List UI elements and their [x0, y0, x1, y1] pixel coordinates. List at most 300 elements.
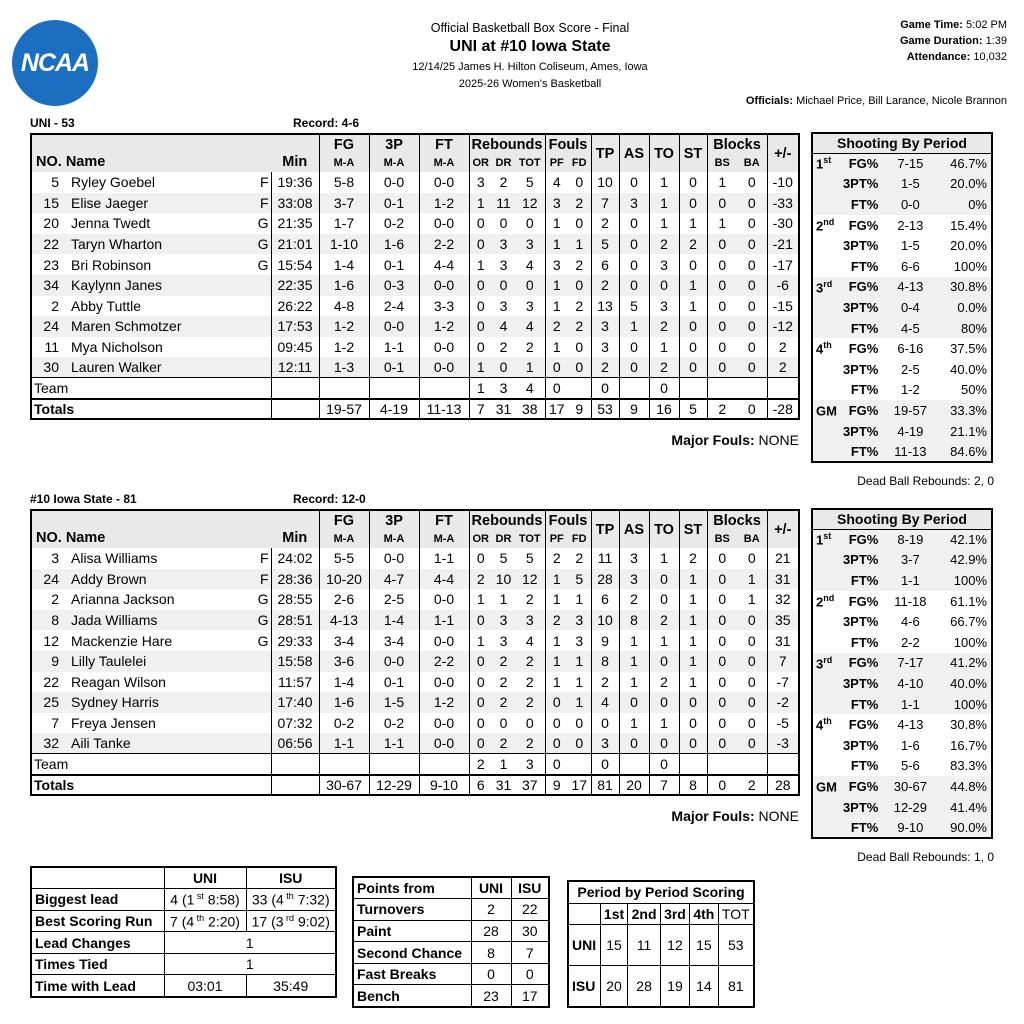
game-time — [900, 19, 1007, 31]
col-no-name — [31, 134, 256, 172]
shooting-percent: 83.3% — [950, 758, 987, 774]
player-number: 3 — [51, 550, 59, 567]
player-st: 1 — [679, 651, 707, 672]
player-ba: 0 — [737, 651, 767, 672]
shooting-row — [812, 174, 992, 195]
player-tp: 3 — [591, 337, 619, 358]
player-bs: 0 — [707, 713, 737, 734]
points-from-table — [352, 876, 550, 1008]
player-fg: 1-10 — [319, 234, 369, 255]
totals-st: 5 — [679, 399, 707, 420]
player-tp: 28 — [591, 569, 619, 590]
player-pf: 1 — [545, 630, 568, 651]
player-as: 0 — [619, 357, 649, 378]
period-scoring-col: 2nd — [628, 903, 660, 925]
player-ft: 0-0 — [419, 357, 469, 378]
player-tp3: 3-4 — [369, 630, 419, 651]
player-to: 2 — [649, 357, 679, 378]
player-pf: 2 — [545, 548, 568, 569]
totals-tot: 38 — [515, 399, 545, 420]
team-record: Record: 4-6 — [293, 116, 360, 130]
player-fd: 0 — [568, 275, 591, 296]
player-number: 25 — [31, 692, 65, 713]
shooting-percent: 61.1% — [950, 593, 987, 609]
shooting-made-attempted: 2-5 — [900, 361, 920, 377]
major-fouls-label: Major Fouls: — [671, 432, 755, 448]
player-tp: 2 — [591, 275, 619, 296]
player-pf: 0 — [545, 357, 568, 378]
player-fd: 1 — [568, 651, 591, 672]
player-number: 22 — [31, 234, 65, 255]
period-number: 1 — [816, 532, 824, 548]
col-st: ST — [679, 510, 707, 548]
player-tot: 3 — [515, 234, 545, 255]
player-tot: 0 — [515, 275, 545, 296]
period-scoring-value: 15 — [690, 925, 718, 966]
player-pf: 3 — [545, 193, 568, 214]
game-venue: 12/14/25 James H. Hilton Coliseum, Ames, Iowa — [412, 61, 648, 73]
player-to: 1 — [649, 630, 679, 651]
shooting-percent: 66.7% — [950, 614, 987, 630]
shooting-made-attempted: 6-6 — [900, 258, 920, 274]
player-as: 0 — [619, 234, 649, 255]
col-name: Name — [65, 530, 106, 546]
shooting-row — [812, 421, 992, 442]
player-tot: 5 — [525, 550, 534, 567]
period-suffix: nd — [823, 216, 835, 227]
period-label — [812, 215, 840, 236]
player-dr: 3 — [499, 297, 508, 314]
period-scoring-value: 12 — [660, 925, 689, 966]
player-st: 2 — [679, 548, 707, 569]
player-st: 0 — [679, 316, 707, 337]
player-ba: 0 — [747, 715, 756, 732]
player-pf: 1 — [545, 275, 568, 296]
col-fg: FG — [319, 510, 369, 530]
shooting-percent: 15.4% — [950, 217, 987, 233]
player-st: 0 — [679, 733, 707, 754]
player-position: G — [256, 610, 271, 631]
player-number: 24 — [31, 316, 65, 337]
player-fg: 1-2 — [319, 316, 369, 337]
ncaa-logo — [12, 20, 98, 106]
totals-st: 8 — [679, 775, 707, 796]
player-row — [31, 316, 799, 337]
player-ba: 0 — [747, 215, 756, 232]
player-tot: 4 — [515, 316, 545, 337]
period-scoring-col: 3rd — [660, 903, 689, 925]
player-ba: 0 — [747, 339, 756, 356]
player-bs: 0 — [707, 733, 737, 754]
shooting-stat: FT% — [840, 194, 884, 215]
player-fd: 1 — [575, 673, 584, 690]
player-tot: 4 — [525, 256, 534, 273]
player-or: 1 — [469, 630, 492, 651]
player-name: Jenna Twedt — [71, 215, 151, 232]
shooting-percent: 30.8% — [950, 717, 987, 733]
totals-dr: 31 — [492, 399, 515, 420]
player-fg: 2-6 — [319, 589, 369, 610]
col-3p-ma: M-A — [369, 154, 419, 172]
player-position — [256, 692, 271, 713]
team-row-dr: 1 — [492, 754, 515, 775]
period-scoring-value: 15 — [600, 925, 628, 966]
player-row — [31, 296, 799, 317]
col-or: OR — [469, 530, 492, 548]
period-scoring-value: 81 — [718, 966, 754, 1007]
player-ft: 1-2 — [419, 193, 469, 214]
player-tp: 2 — [591, 672, 619, 693]
player-to: 1 — [649, 713, 679, 734]
shooting-made-attempted: 7-17 — [884, 653, 936, 674]
player-pm: -6 — [767, 275, 799, 296]
player-minutes: 22:35 — [271, 275, 319, 296]
points-from-header-uni: UNI — [471, 877, 511, 899]
player-ft: 2-2 — [419, 651, 469, 672]
player-tp3: 1-1 — [369, 337, 419, 358]
player-tp: 11 — [591, 548, 619, 569]
period-label — [812, 653, 840, 674]
player-or: 0 — [469, 692, 492, 713]
player-position: F — [259, 174, 269, 191]
player-fg: 10-20 — [319, 569, 369, 590]
shooting-stat: 3PT% — [840, 550, 884, 571]
player-as: 0 — [619, 733, 649, 754]
col-ba: BA — [737, 154, 767, 172]
player-minutes: 15:58 — [271, 651, 319, 672]
player-tp3: 0-2 — [369, 713, 419, 734]
player-as: 1 — [619, 651, 649, 672]
player-fg: 5-5 — [319, 548, 369, 569]
shooting-stat: FG% — [840, 153, 884, 174]
totals-pm: -28 — [767, 399, 799, 420]
period-number: 3 — [816, 656, 824, 672]
lead-row-uni: 7 (4 $^{th}$ 2:20) — [164, 910, 246, 932]
player-position — [256, 713, 271, 734]
player-fd: 2 — [568, 316, 591, 337]
player-number: 34 — [31, 275, 65, 296]
totals-or: 7 — [469, 399, 492, 420]
shooting-stat: FG% — [848, 717, 879, 733]
points-from-row — [353, 985, 549, 1007]
lead-header-isu: ISU — [246, 867, 336, 889]
shooting-row — [812, 380, 992, 401]
col-min: Min — [271, 134, 319, 172]
shooting-stat: 3PT% — [840, 421, 884, 442]
player-fd: 5 — [568, 569, 591, 590]
totals-ba: 0 — [737, 399, 767, 420]
points-from-uni: 23 — [471, 985, 511, 1007]
shooting-percent: 80% — [936, 318, 992, 339]
shooting-stat: 3PT% — [840, 297, 884, 318]
player-dr: 0 — [499, 215, 508, 232]
player-minutes: 21:35 — [271, 213, 319, 234]
attendance — [907, 51, 1007, 63]
player-ba: 0 — [737, 733, 767, 754]
player-or: 0 — [469, 672, 492, 693]
player-to: 3 — [649, 296, 679, 317]
player-fg: 4-8 — [319, 296, 369, 317]
lead-row-isu: 17 (3 $^{rd}$ 9:02) — [246, 910, 336, 932]
player-or: 0 — [469, 296, 492, 317]
game-time-label: Game Time: — [900, 19, 963, 31]
shooting-made-attempted: 4-19 — [884, 421, 936, 442]
player-name: Mya Nicholson — [71, 339, 163, 356]
shooting-row — [812, 797, 992, 818]
period-label — [812, 338, 840, 359]
shooting-percent: 21.1% — [936, 421, 992, 442]
player-row — [31, 630, 799, 651]
period-number: GM — [816, 779, 837, 795]
player-ba: 0 — [737, 610, 767, 631]
shooting-made-attempted: 4-13 — [897, 717, 924, 733]
lead-row — [31, 889, 336, 911]
player-tp3: 0-0 — [369, 316, 419, 337]
period-number: 4 — [816, 717, 824, 733]
player-fg: 1-4 — [319, 672, 369, 693]
player-tp3: 4-7 — [369, 569, 419, 590]
col-bs: BS — [707, 154, 737, 172]
shooting-row — [812, 632, 992, 653]
player-minutes: 28:36 — [271, 569, 319, 590]
player-as: 0 — [619, 275, 649, 296]
period-label — [812, 529, 840, 550]
dead-ball-rebounds: Dead Ball Rebounds: 1, 0 — [857, 850, 994, 864]
period-scoring-table — [567, 880, 755, 1008]
player-bs: 0 — [707, 234, 737, 255]
player-tp3: 0-2 — [369, 213, 419, 234]
player-to: 2 — [649, 610, 679, 631]
player-bs: 0 — [707, 296, 737, 317]
col-fg-ma: M-A — [319, 530, 369, 548]
totals-pm: 28 — [767, 775, 799, 796]
period-number: 2 — [816, 594, 824, 610]
lead-rows — [31, 889, 336, 932]
player-name: Elise Jaeger — [65, 193, 256, 214]
lead-changes-row — [31, 932, 336, 954]
player-to: 2 — [649, 672, 679, 693]
totals-tp3: 4-19 — [369, 399, 419, 420]
player-row — [31, 692, 799, 713]
shooting-made-attempted: 1-1 — [884, 570, 936, 591]
player-ba: 0 — [737, 193, 767, 214]
player-number: 2 — [51, 297, 59, 314]
col-ft: FT — [419, 134, 469, 154]
player-minutes: 19:36 — [271, 172, 319, 193]
shooting-row — [812, 400, 992, 421]
player-tp: 8 — [591, 651, 619, 672]
period-scoring-value: 53 — [718, 925, 754, 966]
col-blocks: Blocks — [707, 510, 767, 530]
player-fg: 1-7 — [319, 213, 369, 234]
totals-fg: 19-57 — [319, 399, 369, 420]
player-as: 3 — [619, 548, 649, 569]
col-pf: PF — [545, 154, 568, 172]
col-blocks: Blocks — [707, 134, 767, 154]
player-fd: 0 — [568, 733, 591, 754]
lead-row — [31, 910, 336, 932]
totals-ft: 9-10 — [419, 775, 469, 796]
player-tot: 2 — [525, 591, 534, 608]
player-minutes: 28:51 — [271, 610, 319, 631]
totals-fd: 9 — [568, 399, 591, 420]
shooting-percent: 46.7% — [936, 153, 992, 174]
period-scoring-col: TOT — [718, 903, 754, 925]
player-number: 11 — [44, 339, 59, 356]
player-ba: 0 — [737, 692, 767, 713]
player-st: 1 — [679, 569, 707, 590]
player-fg: 1-4 — [319, 254, 369, 275]
player-dr: 2 — [499, 174, 508, 191]
player-fg: 4-13 — [319, 610, 369, 631]
period-scoring-team: ISU — [568, 966, 600, 1007]
col-min: Min — [271, 510, 319, 548]
player-ft: 1-1 — [419, 548, 469, 569]
totals-to: 16 — [649, 399, 679, 420]
shooting-made-attempted: 2-2 — [900, 634, 920, 650]
period-scoring-value: 14 — [690, 966, 718, 1007]
player-row — [31, 275, 799, 296]
player-ft: 1-2 — [419, 316, 469, 337]
shooting-percent: 100% — [953, 634, 987, 650]
player-dr: 0 — [499, 715, 508, 732]
player-tp3: 0-0 — [369, 651, 419, 672]
shooting-made-attempted: 4-13 — [884, 277, 936, 298]
points-from-row — [353, 942, 549, 964]
player-name: Kaylynn Janes — [65, 275, 256, 296]
points-from-row — [353, 899, 549, 921]
totals-label: Totals — [31, 775, 271, 796]
shooting-stat: FG% — [840, 277, 884, 298]
period-number: GM — [816, 403, 837, 419]
player-position — [256, 733, 271, 754]
player-ft: 0-0 — [419, 630, 469, 651]
player-to: 0 — [649, 275, 679, 296]
lead-row-label: Best Scoring Run — [31, 910, 164, 932]
player-to: 2 — [649, 234, 679, 255]
player-name: Jada Williams — [65, 610, 256, 631]
player-fg: 0-2 — [319, 713, 369, 734]
player-tp3: 1-4 — [369, 610, 419, 631]
player-as: 8 — [619, 610, 649, 631]
player-minutes: 12:11 — [271, 357, 319, 378]
player-to: 1 — [649, 172, 679, 193]
shooting-stat: FT% — [850, 758, 879, 774]
player-row — [31, 713, 799, 734]
player-to: 0 — [649, 651, 679, 672]
shooting-percent: 16.7% — [950, 737, 987, 753]
col-tot: TOT — [515, 154, 545, 172]
player-name: Lilly Taulelei — [65, 651, 256, 672]
player-st: 0 — [679, 692, 707, 713]
player-name: Sydney Harris — [65, 692, 256, 713]
player-ba: 0 — [747, 550, 756, 567]
player-number: 20 — [43, 215, 59, 232]
player-pm: 21 — [767, 548, 799, 569]
player-tot: 12 — [515, 193, 545, 214]
player-row — [31, 337, 799, 358]
player-tp3: 1-6 — [369, 234, 419, 255]
player-ft: 4-4 — [419, 569, 469, 590]
player-row — [31, 172, 799, 193]
player-ba: 0 — [737, 234, 767, 255]
col-st: ST — [679, 134, 707, 172]
player-minutes: 11:57 — [271, 672, 319, 693]
points-from-label: Turnovers — [353, 899, 471, 921]
player-tp3: 2-4 — [369, 296, 419, 317]
shooting-row — [812, 653, 992, 674]
player-number: 7 — [51, 715, 59, 732]
col-3p-ma: M-A — [369, 530, 419, 548]
player-ft: 2-2 — [419, 234, 469, 255]
team-heading: UNI - 53 — [30, 116, 75, 130]
totals-or: 6 — [469, 775, 492, 796]
dead-ball-rebounds: Dead Ball Rebounds: 2, 0 — [857, 474, 994, 488]
player-as: 1 — [619, 316, 649, 337]
shooting-by-period-title: Shooting By Period — [812, 133, 992, 153]
player-position: G — [257, 591, 269, 608]
player-pm: -2 — [767, 692, 799, 713]
player-bs: 0 — [707, 254, 737, 275]
player-as: 0 — [619, 172, 649, 193]
player-tp3: 1-1 — [369, 733, 419, 754]
player-pm: 35 — [767, 610, 799, 631]
player-tot: 2 — [525, 339, 534, 356]
shooting-row — [812, 550, 992, 571]
player-fg: 1-6 — [319, 692, 369, 713]
player-name: Bri Robinson — [71, 256, 152, 273]
shooting-made-attempted: 0-4 — [884, 297, 936, 318]
player-ba: 1 — [747, 591, 756, 608]
col-ft-ma: M-A — [419, 530, 469, 548]
shooting-made-attempted: 4-6 — [900, 614, 920, 630]
team-row-tp: 0 — [591, 754, 619, 775]
player-minutes: 17:53 — [271, 316, 319, 337]
shooting-row — [812, 673, 992, 694]
player-pf: 1 — [545, 296, 568, 317]
shooting-percent: 20.0% — [950, 238, 987, 254]
player-fd: 1 — [568, 692, 591, 713]
period-scoring-team: UNI — [568, 925, 600, 966]
player-bs: 1 — [707, 172, 737, 193]
report-subtitle: Official Basketball Box Score - Final — [430, 21, 630, 35]
col-plus-minus: +/- — [767, 134, 799, 172]
player-as: 1 — [619, 713, 649, 734]
player-tp: 2 — [591, 213, 619, 234]
period-scoring-corner — [568, 903, 600, 925]
totals-row — [31, 399, 799, 420]
team-row-tp: 0 — [591, 378, 619, 399]
player-as: 0 — [619, 254, 649, 275]
player-ft: 0-0 — [419, 213, 469, 234]
player-position: G — [257, 256, 269, 273]
shooting-made-attempted: 19-57 — [884, 400, 936, 421]
player-fg: 3-4 — [319, 630, 369, 651]
player-dr: 5 — [499, 550, 508, 567]
period-suffix: th — [823, 340, 832, 351]
team-row-tot: 4 — [515, 378, 545, 399]
shooting-percent: 33.3% — [936, 400, 992, 421]
shooting-row — [812, 256, 992, 277]
player-tot: 2 — [515, 733, 545, 754]
player-fd: 2 — [568, 193, 591, 214]
totals-as: 9 — [619, 399, 649, 420]
player-to: 1 — [649, 548, 679, 569]
player-tot: 0 — [525, 715, 534, 732]
team-row-dr: 3 — [492, 378, 515, 399]
player-fd: 1 — [575, 591, 584, 608]
time-with-lead-row — [31, 975, 336, 997]
